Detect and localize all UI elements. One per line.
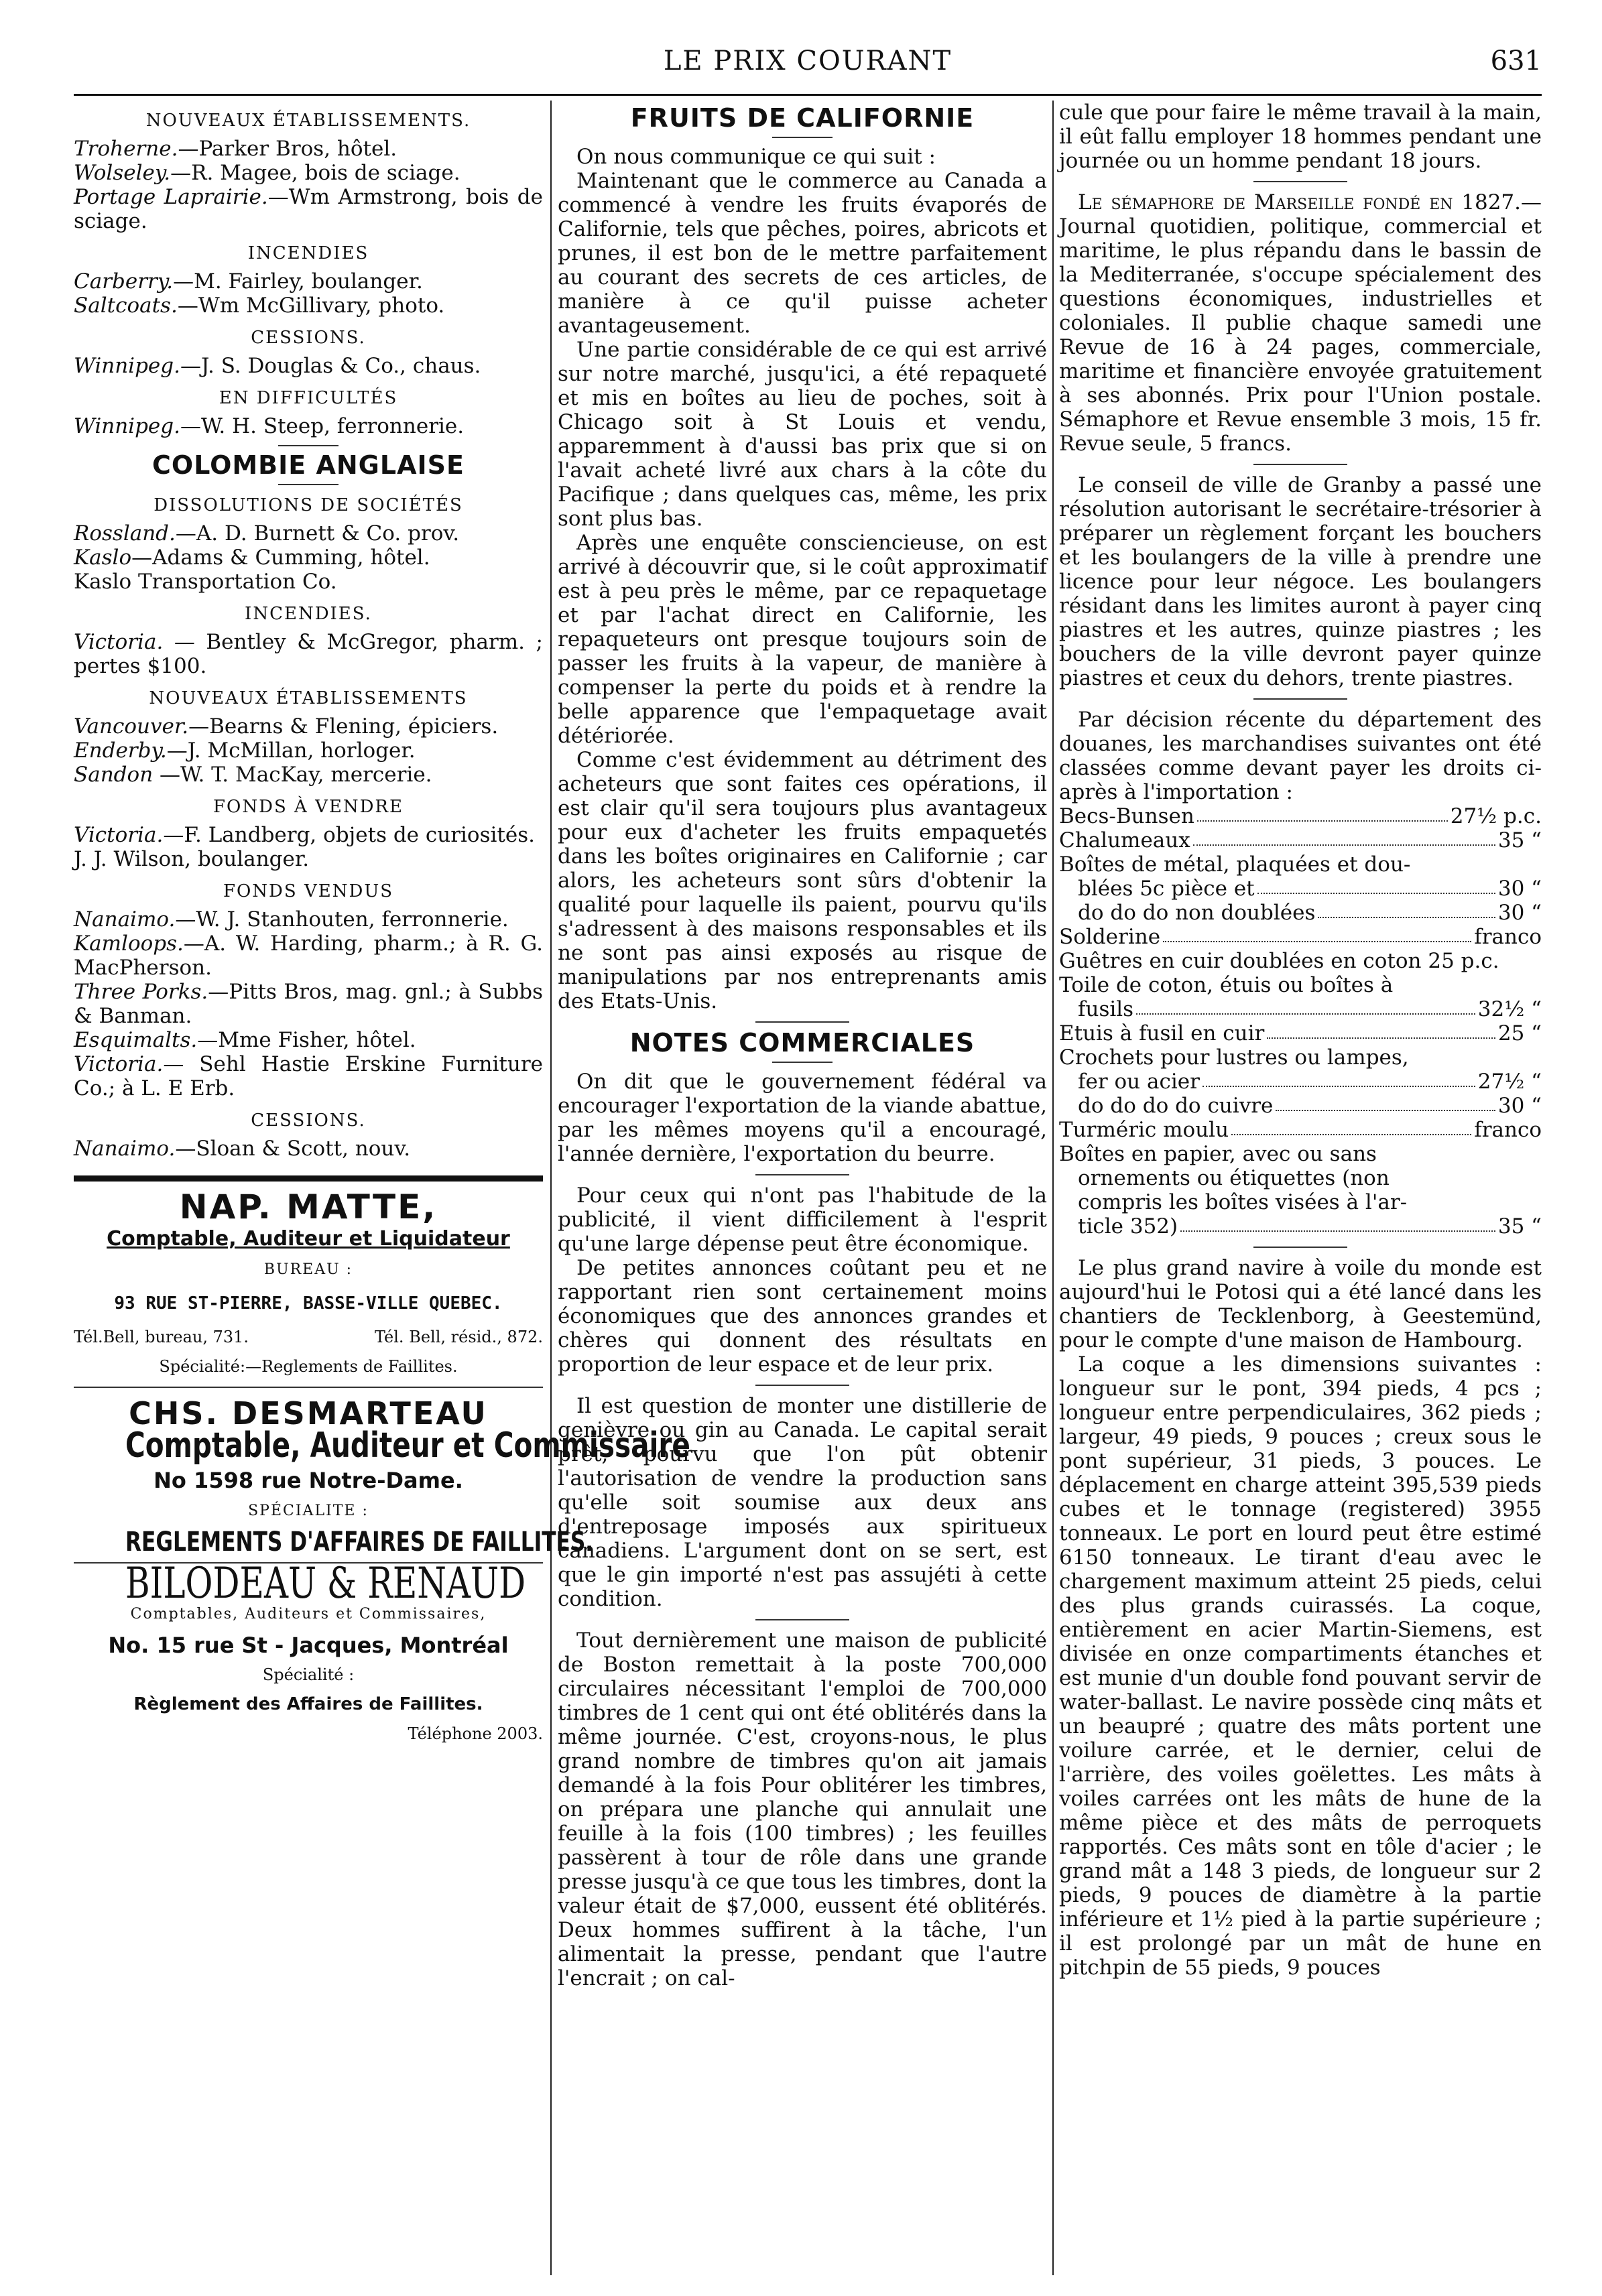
column-divider	[1052, 101, 1054, 2275]
listing-text: — Sehl Hastie Erskine Furniture Co.; à L. E Erb.	[74, 1052, 543, 1100]
divider	[1253, 1247, 1347, 1248]
listing-entry	[74, 546, 543, 570]
listing-place: Nanaimo.	[74, 907, 176, 932]
ad-phone: Téléphone 2003.	[408, 1724, 543, 1743]
tariff-item: ticle 352)	[1078, 1214, 1178, 1238]
tariff-item: Toile de coton, étuis ou boîtes à	[1059, 973, 1394, 997]
listing-place: Troherne.	[74, 137, 178, 161]
listing-entry	[74, 847, 543, 871]
ad-role: Comptable, Auditeur et Liquidateur	[107, 1227, 510, 1251]
listing-entry	[74, 521, 543, 546]
listing-entry	[74, 137, 543, 161]
listing-place: Sandon	[74, 763, 153, 787]
listing-entry	[74, 161, 543, 185]
listing-text: —J. S. Douglas & Co., chaus.	[180, 354, 481, 378]
ad-name: CHS. DESMARTEAU	[129, 1395, 488, 1431]
paragraph: Une partie considérable de ce qui est arrivé sur notre marché, jusqu'ici, a été repaqueté et mis en boîtes au lieu de poches, soit à Chicago soit à St Louis et vendu, apparemment à d'aussi bas prix que si on l'avait acheté livré aux chars à la côte du Pacifique ; dans quelques cas, même, les prix sont plus bas.	[558, 338, 1047, 531]
listing-place: Winnipeg.	[74, 414, 180, 438]
listing-text: —Sloan & Scott, nouv.	[175, 1137, 411, 1161]
paragraph-list	[558, 145, 1047, 1013]
ad-specialty: Règlement des Affaires de Faillites.	[133, 1694, 483, 1714]
section-title: COLOMBIE ANGLAISE	[152, 450, 465, 480]
leader-dots	[1180, 1214, 1495, 1232]
tariff-row	[1059, 1214, 1542, 1238]
tariff-row	[1059, 1166, 1542, 1190]
listing-place: Saltcoats.	[74, 294, 178, 318]
tariff-row	[1059, 852, 1542, 877]
ad-matte	[74, 1188, 543, 1379]
tariff-rate: 30 “	[1497, 901, 1542, 925]
listing-place: Winnipeg.	[74, 354, 180, 378]
tariff-item: Boîtes de métal, plaquées et dou-	[1059, 852, 1411, 877]
tariff-item: blées 5c pièce et	[1078, 877, 1255, 901]
listing-text: —Parker Bros, hôtel.	[178, 137, 397, 161]
page-header	[74, 40, 1542, 87]
listing-entry	[74, 1052, 543, 1100]
entry-list	[74, 823, 543, 871]
listing-entry	[74, 907, 543, 932]
listing-text: —Wm Armstrong, bois de sciage.	[74, 185, 543, 233]
leader-dots	[1231, 1118, 1471, 1135]
section-heading: INCENDIES	[247, 243, 369, 263]
ad-specialty-heading: Spécialité :	[262, 1665, 355, 1684]
divider	[755, 1619, 849, 1620]
entry-list	[74, 521, 543, 594]
entry-list	[74, 354, 543, 378]
divider	[278, 484, 338, 485]
tariff-item: Crochets pour lustres ou lampes,	[1059, 1045, 1409, 1070]
section-heading: DISSOLUTIONS DE SOCIÉTÉS	[153, 495, 463, 515]
section-heading: CESSIONS.	[251, 1110, 366, 1131]
listing-text: J. J. Wilson, boulanger.	[74, 847, 310, 871]
listing-place: Nanaimo.	[74, 1137, 176, 1161]
paragraph: On nous communique ce qui suit :	[576, 145, 936, 169]
divider	[1253, 181, 1347, 182]
tariff-row	[1059, 1045, 1542, 1070]
section-title: FRUITS DE CALIFORNIE	[630, 103, 975, 133]
listing-place: Three Porks.	[74, 980, 208, 1004]
paragraph: Il est question de monter une distillerie de genièvre ou gin au Canada. Le capital serait prêt, pourvu que l'on pût obtenir l'autorisation de vendre la production sans qu'elle soit soumise aux deux ans d'entreposage imposés aux spiritueux canadiens. L'argument dont on se sert, est que le gin importé n'est pas assujéti à cette condition.	[558, 1394, 1047, 1611]
ad-specialty: Spécialité:—Reglements de Faillites.	[159, 1357, 458, 1376]
tariff-row	[1059, 1070, 1542, 1094]
tariff-rate: 30 “	[1497, 1094, 1542, 1118]
paragraph	[1059, 190, 1542, 456]
listing-entry	[74, 1137, 543, 1161]
listing-entry	[74, 823, 543, 847]
tariff-rate: franco	[1474, 925, 1542, 949]
listing-text: —Adams & Cumming, hôtel.	[131, 546, 430, 570]
paragraph: De petites annonces coûtant peu et ne rapportant rien sont certainement moins économiques que des annonces grandes et chères qui donnent des résultats en proportion de leur espace et de leur prix.	[558, 1256, 1047, 1377]
listing-text: —W. J. Stanhouten, ferronnerie.	[175, 907, 509, 932]
divider	[755, 1385, 849, 1386]
listing-place: Carberry.	[74, 269, 174, 294]
ornament-divider	[755, 1021, 849, 1023]
listing-entry	[74, 570, 543, 594]
page-number: 631	[1490, 46, 1542, 76]
tariff-row	[1059, 973, 1542, 997]
section-heading: EN DIFFICULTÉS	[219, 388, 398, 408]
tariff-item: do do do non doublées	[1078, 901, 1316, 925]
listing-entry	[74, 932, 543, 980]
ad-address: No 1598 rue Notre-Dame.	[153, 1468, 463, 1493]
listing-entry	[74, 980, 543, 1028]
leader-dots	[1197, 804, 1448, 822]
entry-list	[74, 630, 543, 678]
tariff-item: fer ou acier	[1078, 1070, 1200, 1094]
ad-phone-home: Tél. Bell, résid., 872.	[374, 1328, 543, 1346]
paragraph: Par décision récente du département des douanes, les marchandises suivantes ont été classées comme devant payer les droits ci-après à l'importation :	[1059, 708, 1542, 804]
listing-entry	[74, 763, 543, 787]
section-heading: FONDS À VENDRE	[213, 797, 404, 817]
tariff-item: Guêtres en cuir doublées en coton 25 p.c.	[1059, 949, 1499, 973]
listing-text: —A. W. Harding, pharm.; à R. G. MacPherson.	[74, 932, 543, 980]
ad-desmarteau	[74, 1395, 690, 1557]
section-heading: NOUVEAUX ÉTABLISSEMENTS.	[145, 111, 471, 131]
leader-dots	[1136, 997, 1475, 1015]
tariff-rate: 35 “	[1497, 1214, 1542, 1238]
tariff-row	[1059, 1190, 1542, 1214]
section-title: NOTES COMMERCIALES	[629, 1028, 975, 1058]
tariff-rate: 27½ “	[1477, 1070, 1542, 1094]
listing-place: Portage Laprairie.	[74, 185, 268, 209]
entry-list	[74, 137, 543, 233]
section-heading: CESSIONS.	[251, 328, 366, 348]
tariff-row	[1059, 997, 1542, 1021]
tariff-rate: 25 “	[1497, 1021, 1542, 1045]
leader-dots	[1276, 1094, 1495, 1111]
paragraph: Le plus grand navire à voile du monde est aujourd'hui le Potosi qui a été lancé dans les chantiers de Tecklenborg, à Geestemünd, pour le compte d'une maison de Hambourg.	[1059, 1256, 1542, 1352]
tariff-row	[1059, 1021, 1542, 1045]
leader-dots	[1257, 877, 1495, 894]
listing-entry	[74, 269, 543, 294]
column-right	[1059, 101, 1542, 2275]
listing-place: Victoria.	[74, 823, 164, 847]
listing-text: —W. H. Steep, ferronnerie.	[180, 414, 465, 438]
column-divider	[550, 101, 552, 2275]
tariff-row	[1059, 925, 1542, 949]
ad-name: NAP. MATTE,	[179, 1188, 438, 1226]
section-heading: NOUVEAUX ÉTABLISSEMENTS	[149, 688, 468, 708]
divider	[772, 137, 833, 138]
listing-text: —Bearns & Flening, épiciers.	[188, 714, 499, 739]
paragraph: Maintenant que le commerce au Canada a commencé à vendre les fruits évaporés de Californie, tels que pêches, poires, abricots et prunes, il est bon de le mettre parfaitement au courant des secrets de ces articles, de manière à ce qu'il puisse acheter avantageusement.	[558, 169, 1047, 338]
listing-text: —W. T. MacKay, mercerie.	[153, 763, 432, 787]
column-middle	[558, 101, 1047, 2275]
leader-dots	[1203, 1070, 1475, 1087]
ad-phones	[74, 1325, 543, 1349]
journal-title: LE PRIX COURANT	[663, 46, 952, 76]
ad-bureau: BUREAU :	[263, 1261, 353, 1278]
listing-text: Kaslo Transportation Co.	[74, 570, 337, 594]
tariff-item: do do do do cuivre	[1078, 1094, 1274, 1118]
listing-place: Wolseley.	[74, 161, 171, 185]
listing-text: —J. McMillan, horloger.	[166, 739, 416, 763]
listing-text: —F. Landberg, objets de curiosités.	[163, 823, 535, 847]
listing-place: Vancouver.	[74, 714, 189, 739]
header-rule	[74, 94, 1542, 96]
listing-entry	[74, 714, 543, 739]
listing-place: Kamloops.	[74, 932, 184, 956]
paragraph-body: —Journal quotidien, politique, commercial et maritime, le plus répandu dans le bassin de la Mediterranée, s'occupe spécialement des questions économiques, industrielles et coloniales. Il publie chaque samedi une Revue de 16 à 24 pages, commerciale, maritime et financière envoyée gratuitement à ses abonnés. Prix pour l'Union postale. Sémaphore et Revue ensemble 3 mois, 15 fr. Revue seule, 5 francs.	[1059, 190, 1542, 456]
column-left	[74, 101, 690, 2275]
listing-place: Esquimalts.	[74, 1028, 198, 1052]
divider	[1253, 464, 1347, 465]
paragraph: Après une enquête consciencieuse, on est arrivé à découvrir que, si le coût approximatif est à peu près le même, par ce repaquetage et par l'achat direct en Californie, les repaqueteurs ont presque toujours soin de passer les fruits à la vapeur, de manière à compenser la perte du poids et à rendre la belle apparence que l'empaquetage avait détériorée.	[558, 531, 1047, 748]
tariff-rate: franco	[1474, 1118, 1542, 1142]
ad-specialty: REGLEMENTS D'AFFAIRES DE FAILLITES.	[125, 1527, 594, 1557]
paragraph: On dit que le gouvernement fédéral va encourager l'exportation de la viande abattue, par les mêmes moyens qu'il a encouragé, l'année dernière, l'exportation du beurre.	[558, 1070, 1047, 1166]
listing-entry	[74, 354, 543, 378]
tariff-row	[1059, 828, 1542, 852]
listing-entry	[74, 294, 543, 318]
listing-text: —Pitts Bros, mag. gnl.; à Subbs & Banman.	[74, 980, 544, 1028]
tariff-row	[1059, 949, 1542, 973]
paragraph: Tout dernièrement une maison de publicité de Boston remettait à la poste 700,000 circulaires nécessitant l'emploi de 700,000 timbres de 1 cent qui ont été oblitérés dans la même journée. C'est, croyons-nous, le plus grand nombre de timbres qu'on ait jamais demandé à la fois Pour oblitérer les timbres, on prépara une planche qui annulait une feuille à la fois (100 timbres) ; les feuilles passèrent à tour de rôle dans une grande presse jusqu'à ce que tous les timbres, dont la valeur était de $7,000, eussent été oblitérés. Deux hommes suffirent à la tâche, l'un alimentait la presse, pendant que l'autre l'encrait ; on cal-	[558, 1629, 1047, 1990]
thick-rule	[74, 1175, 543, 1182]
ad-role: Comptables, Auditeurs et Commissaires,	[130, 1606, 487, 1622]
tariff-rate: 27½ p.c.	[1450, 804, 1542, 828]
listing-place: Victoria.	[74, 630, 164, 654]
tariff-item: Etuis à fusil en cuir	[1059, 1021, 1265, 1045]
entry-list	[74, 907, 543, 1100]
tariff-row	[1059, 1118, 1542, 1142]
listing-text: — Bentley & McGregor, pharm. ; pertes $100.	[74, 630, 543, 678]
tariff-rate: 32½ “	[1477, 997, 1542, 1021]
tariff-row	[1059, 804, 1542, 828]
paragraph: Comme c'est évidemment au détriment des acheteurs que sont faites ces opérations, il est clair qu'il sera toujours plus avantageux pour eux d'acheter les fruits empaquetés dans les boîtes originaires en Californie ; car alors, les acheteurs sont sûrs d'obtenir la qualité pour laquelle ils paient, pourvu qu'ils s'adressent à des maisons responsables et ils ne sont pas ainsi exposés au risque de manipulations par nos entreprenants amis des Etats-Unis.	[558, 748, 1047, 1013]
entry-list	[74, 1137, 543, 1161]
divider	[772, 1062, 833, 1063]
ad-address: No. 15 rue St - Jacques, Montréal	[108, 1633, 509, 1658]
listing-entry	[74, 1028, 543, 1052]
tariff-item: compris les boîtes visées à l'ar-	[1078, 1190, 1408, 1214]
listing-text: —Mme Fisher, hôtel.	[197, 1028, 416, 1052]
listing-entry	[74, 739, 543, 763]
divider	[1253, 698, 1347, 700]
tariff-row	[1059, 1094, 1542, 1118]
divider	[278, 445, 338, 446]
leader-dots	[1318, 901, 1495, 918]
section-heading: FONDS VENDUS	[223, 881, 394, 901]
divider	[755, 1174, 849, 1175]
tariff-item: fusils	[1078, 997, 1134, 1021]
listing-text: —R. Magee, bois de sciage.	[170, 161, 460, 185]
tariff-list	[1059, 804, 1542, 1238]
tariff-item: ornements ou étiquettes (non	[1078, 1166, 1390, 1190]
ad-address: 93 RUE ST-PIERRE, BASSE-VILLE QUEBEC.	[114, 1293, 503, 1314]
tariff-row	[1059, 901, 1542, 925]
listing-entry	[74, 414, 543, 438]
leader-dots	[1267, 1021, 1495, 1039]
section-heading: INCENDIES.	[245, 604, 372, 624]
ad-specialty-heading: SPÉCIALITE :	[248, 1503, 369, 1519]
listing-place: Victoria.	[74, 1052, 164, 1076]
tariff-item: Becs-Bunsen	[1059, 804, 1194, 828]
divider	[74, 1387, 543, 1388]
entry-list	[74, 714, 543, 787]
listing-text: —M. Fairley, boulanger.	[173, 269, 423, 294]
listing-place: Enderby.	[74, 739, 167, 763]
paragraph-lead: Le sémaphore de Marseille fondé en 1827.	[1078, 190, 1521, 214]
tariff-rate: 30 “	[1497, 877, 1542, 901]
ad-phone-office: Tél.Bell, bureau, 731.	[74, 1328, 249, 1346]
tariff-item: Boîtes en papier, avec ou sans	[1059, 1142, 1377, 1166]
ad-name: BILODEAU & RENAUD	[125, 1559, 526, 1608]
paragraph: La coque a les dimensions suivantes : longueur sur le pont, 394 pieds, 4 pcs ; longueur entre perpendiculaires, 362 pieds ; largeur, 49 pieds, 9 pouces ; creux sous le pont supérieur, 31 pieds, 3 pouces. Le déplacement en charge atteint 395,539 pieds cubes et le tonnage (registered) 3955 tonneaux. Le port en lourd peut être estimé 6150 tonneaux. Le tirant d'eau avec le chargement maximum atteint 25 pieds, celui des plus grands cuirassés. La coque, entièrement en acier Martin-Siemens, est divisée en onze compartiments étanches et est munie d'un double fond pouvant servir de water-ballast. Le navire possède cinq mâts et un beaupré ; quatre des mâts portent une voilure carrée, et le dernier, celui de l'arrière, des voiles goëlettes. Les mâts à voiles carrées ont les mâts de hune de la même pièce et des mâts de perroquets rapportés. Ces mâts sont en tôle d'acier ; le grand mât a 148 3 pieds, de longueur sur 2 pieds, 9 pouces de diamètre à la partie inférieure et 1½ pied à la partie supérieure ; il est prolongé par un mât de hune en pitchpin de 55 pieds, 9 pouces	[1059, 1352, 1542, 1980]
leader-dots	[1163, 925, 1471, 942]
tariff-rate: 35 “	[1497, 828, 1542, 852]
tariff-item: Chalumeaux	[1059, 828, 1190, 852]
paragraph: Le conseil de ville de Granby a passé une résolution autorisant le secrétaire-trésorier à préparer un règlement forçant les bouchers et les boulangers de la ville à prendre une licence pour leur négoce. Les boulangers résidant dans les limites auront à payer cinq piastres et les autres, quinze piastres ; les bouchers de la ville devront payer quinze piastres et ceux du dehors, trente piastres.	[1059, 473, 1542, 690]
listing-text: —A. D. Burnett & Co. prov.	[175, 521, 460, 546]
ad-role: Comptable, Auditeur et Commissaire	[125, 1425, 690, 1466]
listing-place: Kaslo	[74, 546, 132, 570]
listing-place: Rossland.	[74, 521, 176, 546]
listing-text: —Wm McGillivary, photo.	[177, 294, 445, 318]
listing-entry	[74, 185, 543, 233]
tariff-item: Solderine	[1059, 925, 1161, 949]
entry-list	[74, 269, 543, 318]
leader-dots	[1193, 828, 1495, 846]
paragraph: cule que pour faire le même travail à la main, il eût fallu employer 18 hommes pendant une journée ou un homme pendant 18 jours.	[1059, 101, 1542, 173]
entry-list	[74, 414, 543, 438]
paragraph: Pour ceux qui n'ont pas l'habitude de la publicité, il vient difficilement à l'esprit qu'une large dépense peut être économique.	[558, 1184, 1047, 1256]
tariff-row	[1059, 1142, 1542, 1166]
ad-bilodeau	[74, 1559, 543, 1746]
listing-entry	[74, 630, 543, 678]
tariff-row	[1059, 877, 1542, 901]
tariff-item: Turméric moulu	[1059, 1118, 1229, 1142]
